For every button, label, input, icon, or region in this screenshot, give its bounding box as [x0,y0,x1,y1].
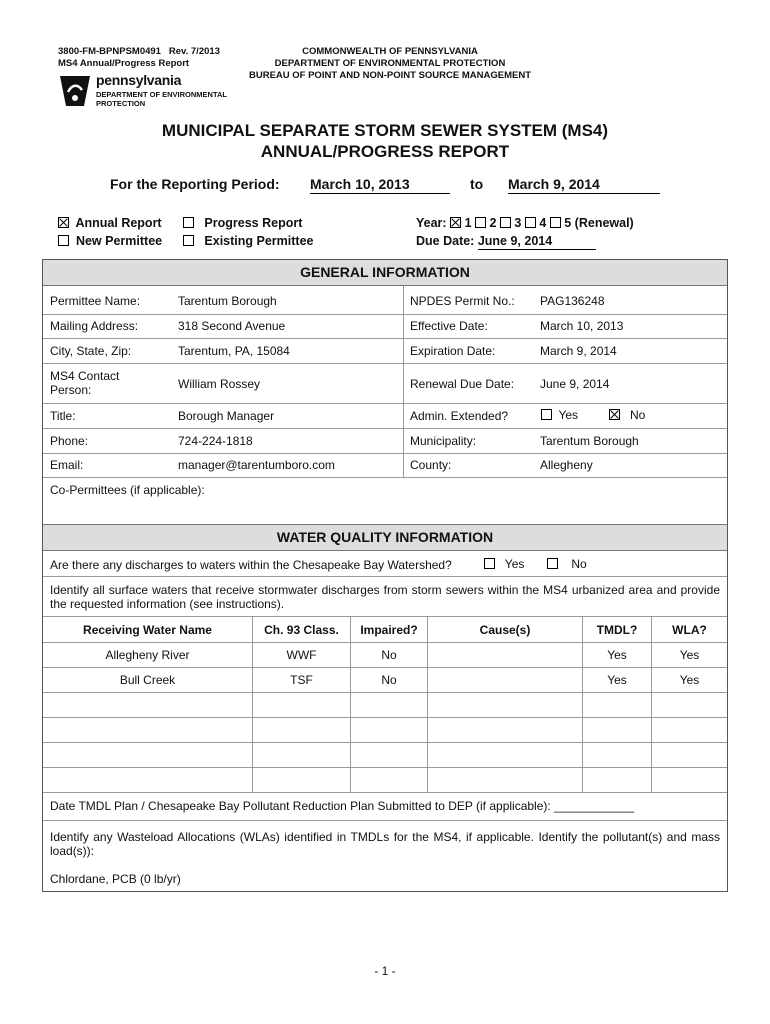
col-header-water-name: Receiving Water Name [83,623,212,637]
column-divider [403,286,404,477]
table-row [43,667,727,692]
due-date-label: Due Date: [416,234,475,248]
progress-report-checkbox[interactable] [183,217,194,228]
year-1-checkbox[interactable] [450,217,461,228]
expiration-date-field[interactable]: March 9, 2014 [540,344,617,358]
table-row-divider [43,767,727,768]
general-info-heading: GENERAL INFORMATION [43,260,727,286]
row-divider [43,363,727,364]
email-field[interactable]: manager@tarentumboro.com [178,458,335,472]
chesapeake-yes[interactable] [484,557,524,571]
permittee-name-label: Permittee Name: [50,294,141,308]
annual-report-label: Annual Report [75,216,162,230]
ch93-cell[interactable]: WWF [286,648,317,662]
logo-dept-line2: PROTECTION [96,99,146,108]
city-state-zip-label: City, State, Zip: [50,344,132,358]
municipality-label: Municipality: [410,434,477,448]
renewal-due-date-label: Renewal Due Date: [410,377,515,391]
chesapeake-yes-label: Yes [504,557,525,571]
admin-yes-checkbox[interactable] [541,409,552,420]
report-title-line2: ANNUAL/PROGRESS REPORT [260,142,510,161]
email-label: Email: [50,458,84,472]
progress-report-label: Progress Report [204,216,303,230]
city-state-zip-field[interactable]: Tarentum, PA, 15084 [178,344,290,358]
form-name: MS4 Annual/Progress Report [58,58,190,69]
phone-label: Phone: [50,434,89,448]
year-selector [416,216,634,230]
new-permittee-label: New Permittee [75,234,163,248]
table-bottom-border [43,792,727,793]
agency-line1: COMMONWEALTH OF PENNSYLVANIA [302,46,478,57]
year-2-label: 2 [489,216,497,230]
form-rev: Rev. 7/2013 [168,46,220,57]
col-header-impaired: Impaired? [360,623,418,637]
contact-label-line2: Person: [50,383,92,397]
agency-line2: DEPARTMENT OF ENVIRONMENTAL PROTECTION [274,58,506,69]
col-header-tmdl: TMDL? [596,623,638,637]
annual-report-checkbox[interactable] [58,217,69,228]
row-divider [43,314,727,315]
ch93-cell[interactable]: TSF [290,673,313,687]
row-divider [43,453,727,454]
admin-extended-label: Admin. Extended? [410,409,509,423]
county-field[interactable]: Allegheny [540,458,593,472]
mailing-address-label: Mailing Address: [50,319,139,333]
table-row[interactable] [43,692,727,717]
table-row [43,642,727,667]
npdes-field[interactable]: PAG136248 [540,294,605,308]
chesapeake-question: Are there any discharges to waters within the Chesapeake Bay Watershed? [50,558,452,572]
annual-report-option[interactable] [58,216,162,230]
row-divider [43,403,727,404]
row-divider [43,477,727,478]
row-divider [43,428,727,429]
tmdl-cell[interactable]: Yes [607,648,627,662]
water-quality-heading: WATER QUALITY INFORMATION [43,525,727,551]
chesapeake-yes-checkbox[interactable] [484,558,495,569]
due-date-value[interactable]: June 9, 2014 [478,234,596,250]
year-5-label: 5 (Renewal) [564,216,634,230]
identify-waters-text: Identify all surface waters that receive stormwater discharges from storm sewers within the MS4 urbanized area and provide the requested information (see instructions). [50,583,720,611]
logo-dept [96,90,246,108]
row-divider [43,338,727,339]
col-header-ch93: Ch. 93 Class. [264,623,339,637]
chesapeake-no[interactable] [547,557,587,571]
new-permittee-option[interactable] [58,234,162,248]
table-top-border [43,616,727,617]
county-label: County: [410,458,452,472]
new-permittee-checkbox[interactable] [58,235,69,246]
tmdl-plan-date-text: Date TMDL Plan / Chesapeake Bay Pollutant Reduction Plan Submitted to DEP (if applicable): ____________ [50,799,635,813]
logo-name: pennsylvania [96,72,182,88]
water-name-cell[interactable]: Allegheny River [105,648,190,662]
form-id-line [58,46,220,58]
due-date-row [416,234,596,250]
year-4-label: 4 [539,216,547,230]
admin-extended-yes[interactable] [541,408,578,422]
wla-answer-field[interactable]: Chlordane, PCB (0 lb/yr) [50,872,181,886]
permittee-name-field[interactable]: Tarentum Borough [178,294,277,308]
impaired-cell[interactable]: No [381,673,397,687]
contact-person-field[interactable]: William Rossey [178,377,261,391]
mailing-address-field[interactable]: 318 Second Avenue [178,319,286,333]
existing-permittee-label: Existing Permittee [204,234,314,248]
col-header-wla: WLA? [672,623,707,637]
renewal-due-date-field[interactable]: June 9, 2014 [540,377,610,391]
title-label: Title: [50,409,76,423]
period-to: to [470,176,484,192]
row-divider [43,576,727,577]
agency-line3: BUREAU OF POINT AND NON-POINT SOURCE MANAGEMENT [248,70,531,81]
row-divider [43,820,727,821]
municipality-field[interactable]: Tarentum Borough [540,434,639,448]
title-field[interactable]: Borough Manager [178,409,275,423]
effective-date-field[interactable]: March 10, 2013 [540,319,624,333]
admin-no-checkbox[interactable] [609,409,620,420]
phone-field[interactable]: 724-224-1818 [178,434,253,448]
year-2-checkbox[interactable] [475,217,486,228]
table-row[interactable] [43,717,727,742]
table-row[interactable] [43,742,727,767]
period-label: For the Reporting Period: [110,176,280,192]
npdes-label: NPDES Permit No.: [410,294,515,308]
page-number: - 1 - [374,964,396,978]
chesapeake-no-label: No [571,557,587,571]
water-name-cell[interactable]: Bull Creek [119,673,176,687]
wla-cell[interactable]: Yes [679,648,700,662]
contact-person-label [50,369,119,397]
copermittees-label: Co-Permittees (if applicable): [50,483,205,497]
period-start[interactable]: March 10, 2013 [310,176,450,194]
progress-report-option[interactable] [183,216,302,230]
wla-cell[interactable]: Yes [679,673,700,687]
existing-permittee-checkbox[interactable] [183,235,194,246]
report-title-line1: MUNICIPAL SEPARATE STORM SEWER SYSTEM (MS4) [161,121,609,140]
expiration-date-label: Expiration Date: [410,344,496,358]
contact-label-line1: MS4 Contact [50,369,120,383]
year-5-checkbox[interactable] [550,217,561,228]
logo-dept-line1: DEPARTMENT OF ENVIRONMENTAL [96,90,227,99]
year-1-label: 1 [464,216,472,230]
impaired-cell[interactable]: No [381,648,397,662]
year-4-checkbox[interactable] [525,217,536,228]
col-header-causes: Cause(s) [479,623,531,637]
period-end[interactable]: March 9, 2014 [508,176,660,194]
pa-dep-logo [58,72,238,112]
tmdl-cell[interactable]: Yes [607,673,627,687]
wla-question: Identify any Wasteload Allocations (WLAs) identified in TMDLs for the MS4, if applicable. Identify the pollutant(s) and mass load(s)): [50,830,720,858]
admin-no-label: No [630,408,646,422]
effective-date-label: Effective Date: [410,319,488,333]
existing-permittee-option[interactable] [183,234,314,248]
form-id: 3800-FM-BPNPSM0491 [58,46,161,57]
year-3-checkbox[interactable] [500,217,511,228]
year-label: Year: [416,216,447,230]
keystone-icon [58,72,92,108]
chesapeake-no-checkbox[interactable] [547,558,558,569]
year-3-label: 3 [514,216,522,230]
admin-extended-no[interactable] [609,408,645,422]
admin-yes-label: Yes [558,408,579,422]
